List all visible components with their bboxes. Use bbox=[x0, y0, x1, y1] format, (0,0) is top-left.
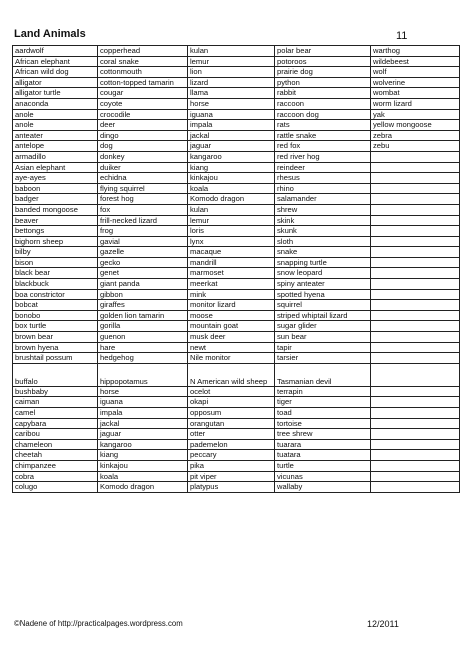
table-cell: monitor lizard bbox=[188, 300, 275, 311]
table-cell: duiker bbox=[98, 162, 188, 173]
table-row bbox=[13, 236, 460, 247]
table-cell: brown bear bbox=[13, 332, 98, 343]
table-cell: rats bbox=[275, 120, 371, 131]
table-cell: African elephant bbox=[13, 56, 98, 67]
table-cell: vicunas bbox=[275, 471, 371, 482]
table-cell: reindeer bbox=[275, 162, 371, 173]
table-cell: kiang bbox=[98, 450, 188, 461]
table-cell: armadillo bbox=[13, 151, 98, 162]
table-cell: shrew bbox=[275, 204, 371, 215]
table-row bbox=[13, 162, 460, 173]
table-cell: boa constrictor bbox=[13, 289, 98, 300]
table-cell: alligator bbox=[13, 77, 98, 88]
table-cell bbox=[371, 418, 460, 429]
table-cell: tuatara bbox=[275, 450, 371, 461]
table-row bbox=[13, 98, 460, 109]
table-cell: chameleon bbox=[13, 439, 98, 450]
table-cell bbox=[371, 289, 460, 300]
table-row bbox=[13, 450, 460, 461]
table-cell: kulan bbox=[188, 46, 275, 57]
table-cell: golden lion tamarin bbox=[98, 310, 188, 321]
table-cell: bilby bbox=[13, 247, 98, 258]
table-cell: skunk bbox=[275, 226, 371, 237]
table-row bbox=[13, 120, 460, 131]
page-number: 11 bbox=[396, 30, 408, 42]
table-cell bbox=[371, 279, 460, 290]
table-cell bbox=[371, 151, 460, 162]
table-row bbox=[13, 363, 460, 386]
table-cell: buffalo bbox=[13, 363, 98, 386]
table-cell: wombat bbox=[371, 88, 460, 99]
table-cell: warthog bbox=[371, 46, 460, 57]
animal-table-body bbox=[13, 46, 460, 493]
table-cell: cobra bbox=[13, 471, 98, 482]
table-cell: rhino bbox=[275, 183, 371, 194]
table-cell: bison bbox=[13, 257, 98, 268]
table-cell: Komodo dragon bbox=[98, 482, 188, 493]
table-cell: yak bbox=[371, 109, 460, 120]
table-cell: brown hyena bbox=[13, 342, 98, 353]
table-cell: otter bbox=[188, 429, 275, 440]
table-row bbox=[13, 46, 460, 57]
table-cell bbox=[371, 173, 460, 184]
table-row bbox=[13, 439, 460, 450]
table-cell: anteater bbox=[13, 130, 98, 141]
table-cell: mandrill bbox=[188, 257, 275, 268]
table-cell: rhesus bbox=[275, 173, 371, 184]
table-cell: loris bbox=[188, 226, 275, 237]
table-cell: cotton-topped tamarin bbox=[98, 77, 188, 88]
table-cell: wolverine bbox=[371, 77, 460, 88]
table-cell: red river hog bbox=[275, 151, 371, 162]
table-cell: koala bbox=[98, 471, 188, 482]
table-cell: kinkajou bbox=[98, 460, 188, 471]
table-cell: prairie dog bbox=[275, 67, 371, 78]
table-cell: pit viper bbox=[188, 471, 275, 482]
table-cell: alligator turtle bbox=[13, 88, 98, 99]
table-cell: spiny anteater bbox=[275, 279, 371, 290]
table-cell: squirrel bbox=[275, 300, 371, 311]
table-cell: lion bbox=[188, 67, 275, 78]
table-cell: red fox bbox=[275, 141, 371, 152]
table-cell: meerkat bbox=[188, 279, 275, 290]
table-cell: banded mongoose bbox=[13, 204, 98, 215]
table-cell: musk deer bbox=[188, 332, 275, 343]
table-cell: deer bbox=[98, 120, 188, 131]
table-cell: terrapin bbox=[275, 386, 371, 397]
table-cell: capybara bbox=[13, 418, 98, 429]
table-cell bbox=[371, 204, 460, 215]
table-cell: tortoise bbox=[275, 418, 371, 429]
table-cell: donkey bbox=[98, 151, 188, 162]
table-cell: okapi bbox=[188, 397, 275, 408]
table-cell: beaver bbox=[13, 215, 98, 226]
table-row bbox=[13, 321, 460, 332]
table-cell bbox=[371, 236, 460, 247]
table-cell: salamander bbox=[275, 194, 371, 205]
table-row bbox=[13, 471, 460, 482]
table-cell: sun bear bbox=[275, 332, 371, 343]
table-cell: macaque bbox=[188, 247, 275, 258]
table-cell bbox=[371, 257, 460, 268]
table-cell: copperhead bbox=[98, 46, 188, 57]
table-cell: tapir bbox=[275, 342, 371, 353]
table-cell: kangaroo bbox=[188, 151, 275, 162]
table-cell: kulan bbox=[188, 204, 275, 215]
table-cell bbox=[371, 321, 460, 332]
table-row bbox=[13, 194, 460, 205]
table-row bbox=[13, 173, 460, 184]
table-cell: bighorn sheep bbox=[13, 236, 98, 247]
table-cell: giraffes bbox=[98, 300, 188, 311]
table-cell: polar bear bbox=[275, 46, 371, 57]
table-cell bbox=[371, 247, 460, 258]
table-cell: gorilla bbox=[98, 321, 188, 332]
table-cell: raccoon bbox=[275, 98, 371, 109]
table-cell: hare bbox=[98, 342, 188, 353]
table-cell bbox=[371, 215, 460, 226]
footer-date: 12/2011 bbox=[367, 619, 399, 629]
table-cell: tiger bbox=[275, 397, 371, 408]
table-cell: horse bbox=[98, 386, 188, 397]
table-cell: llama bbox=[188, 88, 275, 99]
table-cell: flying squirrel bbox=[98, 183, 188, 194]
table-row bbox=[13, 418, 460, 429]
table-cell: cheetah bbox=[13, 450, 98, 461]
table-row bbox=[13, 77, 460, 88]
table-cell bbox=[371, 363, 460, 386]
table-row bbox=[13, 141, 460, 152]
table-cell: raccoon dog bbox=[275, 109, 371, 120]
table-cell: bettongs bbox=[13, 226, 98, 237]
table-row bbox=[13, 226, 460, 237]
table-cell bbox=[371, 429, 460, 440]
table-cell bbox=[371, 162, 460, 173]
table-cell: opposum bbox=[188, 408, 275, 419]
table-cell: marmoset bbox=[188, 268, 275, 279]
table-cell: jackal bbox=[188, 130, 275, 141]
table-cell: bushbaby bbox=[13, 386, 98, 397]
page-title: Land Animals bbox=[14, 28, 86, 40]
table-cell: skink bbox=[275, 215, 371, 226]
table-cell: tree shrew bbox=[275, 429, 371, 440]
table-cell: guenon bbox=[98, 332, 188, 343]
table-cell: cottonmouth bbox=[98, 67, 188, 78]
table-cell: gazelle bbox=[98, 247, 188, 258]
table-cell: potoroos bbox=[275, 56, 371, 67]
table-cell: bobcat bbox=[13, 300, 98, 311]
table-cell: gibbon bbox=[98, 289, 188, 300]
table-cell: peccary bbox=[188, 450, 275, 461]
table-cell: gavial bbox=[98, 236, 188, 247]
table-cell: zebu bbox=[371, 141, 460, 152]
table-cell: platypus bbox=[188, 482, 275, 493]
table-cell: striped whiptail lizard bbox=[275, 310, 371, 321]
table-cell: lemur bbox=[188, 56, 275, 67]
table-row bbox=[13, 247, 460, 258]
table-cell: dingo bbox=[98, 130, 188, 141]
table-cell: python bbox=[275, 77, 371, 88]
table-cell: lemur bbox=[188, 215, 275, 226]
table-cell: African wild dog bbox=[13, 67, 98, 78]
footer-credit: ©Nadene of http://practicalpages.wordpress.com bbox=[14, 619, 183, 628]
table-cell: caribou bbox=[13, 429, 98, 440]
table-row bbox=[13, 56, 460, 67]
table-cell: impala bbox=[98, 408, 188, 419]
table-cell: worm lizard bbox=[371, 98, 460, 109]
table-cell: horse bbox=[188, 98, 275, 109]
table-cell: pademelon bbox=[188, 439, 275, 450]
table-cell: kiang bbox=[188, 162, 275, 173]
table-cell: aye-ayes bbox=[13, 173, 98, 184]
table-cell: giant panda bbox=[98, 279, 188, 290]
table-cell bbox=[371, 310, 460, 321]
table-cell: rattle snake bbox=[275, 130, 371, 141]
table-cell: camel bbox=[13, 408, 98, 419]
table-cell: anole bbox=[13, 109, 98, 120]
table-row bbox=[13, 88, 460, 99]
table-cell: sloth bbox=[275, 236, 371, 247]
table-cell bbox=[371, 450, 460, 461]
table-cell: moose bbox=[188, 310, 275, 321]
table-cell: badger bbox=[13, 194, 98, 205]
table-cell bbox=[371, 439, 460, 450]
table-cell: koala bbox=[188, 183, 275, 194]
table-cell: cougar bbox=[98, 88, 188, 99]
table-row bbox=[13, 397, 460, 408]
table-cell: iguana bbox=[188, 109, 275, 120]
table-cell: ocelot bbox=[188, 386, 275, 397]
table-row bbox=[13, 257, 460, 268]
table-cell: colugo bbox=[13, 482, 98, 493]
table-cell: sugar glider bbox=[275, 321, 371, 332]
table-cell: jaguar bbox=[188, 141, 275, 152]
table-cell: wildebeest bbox=[371, 56, 460, 67]
table-cell: kangaroo bbox=[98, 439, 188, 450]
table-row bbox=[13, 130, 460, 141]
table-cell: turtle bbox=[275, 460, 371, 471]
table-cell: chimpanzee bbox=[13, 460, 98, 471]
table-cell: tarsier bbox=[275, 353, 371, 364]
table-cell: black bear bbox=[13, 268, 98, 279]
table-cell bbox=[371, 268, 460, 279]
table-cell: coral snake bbox=[98, 56, 188, 67]
table-row bbox=[13, 109, 460, 120]
table-row bbox=[13, 289, 460, 300]
table-cell: Komodo dragon bbox=[188, 194, 275, 205]
table-cell bbox=[371, 386, 460, 397]
table-cell: mountain goat bbox=[188, 321, 275, 332]
table-cell: spotted hyena bbox=[275, 289, 371, 300]
table-cell: antelope bbox=[13, 141, 98, 152]
table-cell: gecko bbox=[98, 257, 188, 268]
table-cell: Tasmanian devil bbox=[275, 363, 371, 386]
table-cell: echidna bbox=[98, 173, 188, 184]
table-row bbox=[13, 460, 460, 471]
table-cell: jaguar bbox=[98, 429, 188, 440]
table-cell: N American wild sheep bbox=[188, 363, 275, 386]
table-cell bbox=[371, 471, 460, 482]
table-cell bbox=[371, 332, 460, 343]
table-cell: impala bbox=[188, 120, 275, 131]
table-cell bbox=[371, 342, 460, 353]
table-cell: bonobo bbox=[13, 310, 98, 321]
table-cell: yellow mongoose bbox=[371, 120, 460, 131]
table-row bbox=[13, 429, 460, 440]
table-cell: wolf bbox=[371, 67, 460, 78]
table-cell: coyote bbox=[98, 98, 188, 109]
table-cell: aardwolf bbox=[13, 46, 98, 57]
table-cell: frill-necked lizard bbox=[98, 215, 188, 226]
table-cell bbox=[371, 408, 460, 419]
table-cell: iguana bbox=[98, 397, 188, 408]
table-row bbox=[13, 215, 460, 226]
table-cell bbox=[371, 460, 460, 471]
table-row bbox=[13, 386, 460, 397]
table-row bbox=[13, 151, 460, 162]
table-cell: orangutan bbox=[188, 418, 275, 429]
table-cell: snake bbox=[275, 247, 371, 258]
table-row bbox=[13, 353, 460, 364]
table-cell: toad bbox=[275, 408, 371, 419]
table-cell bbox=[371, 397, 460, 408]
table-cell: dog bbox=[98, 141, 188, 152]
table-row bbox=[13, 183, 460, 194]
table-cell: baboon bbox=[13, 183, 98, 194]
table-cell: Asian elephant bbox=[13, 162, 98, 173]
table-cell: Nile monitor bbox=[188, 353, 275, 364]
table-cell: fox bbox=[98, 204, 188, 215]
table-cell: brushtail possum bbox=[13, 353, 98, 364]
table-cell: snapping turtle bbox=[275, 257, 371, 268]
table-cell: forest hog bbox=[98, 194, 188, 205]
table-cell: caiman bbox=[13, 397, 98, 408]
table-cell: snow leopard bbox=[275, 268, 371, 279]
table-cell bbox=[371, 300, 460, 311]
table-cell bbox=[371, 353, 460, 364]
table-row bbox=[13, 408, 460, 419]
table-cell bbox=[371, 226, 460, 237]
table-row bbox=[13, 268, 460, 279]
table-cell: box turtle bbox=[13, 321, 98, 332]
table-cell: hippopotamus bbox=[98, 363, 188, 386]
table-row bbox=[13, 300, 460, 311]
table-cell: crocodile bbox=[98, 109, 188, 120]
table-cell: mink bbox=[188, 289, 275, 300]
table-cell: hedgehog bbox=[98, 353, 188, 364]
table-cell bbox=[371, 194, 460, 205]
table-cell: kinkajou bbox=[188, 173, 275, 184]
table-cell: anole bbox=[13, 120, 98, 131]
table-cell: pika bbox=[188, 460, 275, 471]
table-cell: anaconda bbox=[13, 98, 98, 109]
table-cell: wallaby bbox=[275, 482, 371, 493]
table-cell: tuarara bbox=[275, 439, 371, 450]
table-row bbox=[13, 204, 460, 215]
table-cell: lizard bbox=[188, 77, 275, 88]
table-row bbox=[13, 279, 460, 290]
table-cell: jackal bbox=[98, 418, 188, 429]
animal-table bbox=[12, 45, 460, 493]
table-row bbox=[13, 482, 460, 493]
table-cell: lynx bbox=[188, 236, 275, 247]
table-row bbox=[13, 67, 460, 78]
table-cell: blackbuck bbox=[13, 279, 98, 290]
table-row bbox=[13, 342, 460, 353]
table-cell: rabbit bbox=[275, 88, 371, 99]
table-cell: newt bbox=[188, 342, 275, 353]
table-cell bbox=[371, 482, 460, 493]
table-cell bbox=[371, 183, 460, 194]
table-cell: frog bbox=[98, 226, 188, 237]
table-cell: genet bbox=[98, 268, 188, 279]
table-row bbox=[13, 332, 460, 343]
table-row bbox=[13, 310, 460, 321]
table-cell: zebra bbox=[371, 130, 460, 141]
